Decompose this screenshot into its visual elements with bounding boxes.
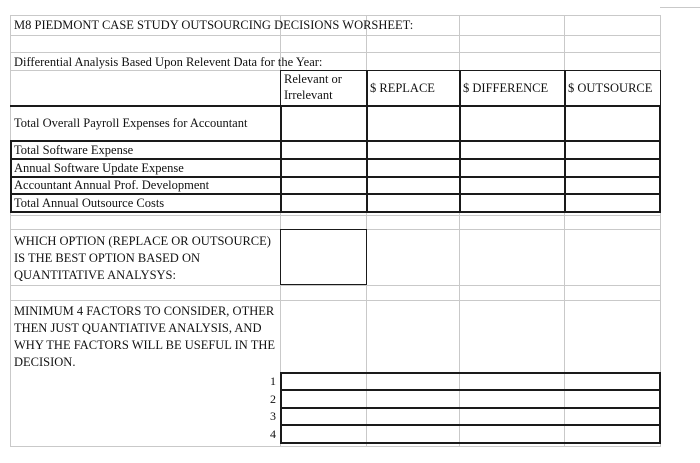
row-label: Total Software Expense <box>14 143 134 157</box>
option-answer-box[interactable] <box>280 229 367 285</box>
worksheet-title: M8 PIEDMONT CASE STUDY OUTSOURCING DECISIONS WORSHEET: <box>14 18 414 32</box>
worksheet-subtitle: Differential Analysis Based Upon Relevent Data for the Year: <box>14 55 323 69</box>
header-relevant: Relevant or Irrelevant <box>284 72 342 102</box>
grid-line <box>459 105 461 212</box>
grid-line <box>366 105 368 212</box>
factors-prompt: MINIMUM 4 FACTORS TO CONSIDER, OTHER THEN JUST QUANTIATIVE ANALYSIS, AND WHY THE FACTORS WILL BE USEFUL IN THE DECISION. <box>14 304 275 369</box>
row-label: Annual Software Update Expense <box>14 161 184 175</box>
grid-line <box>280 389 661 391</box>
row-label: Total Overall Payroll Expenses for Accountant <box>14 116 248 130</box>
header-outsource: $ OUTSOURCE <box>568 81 653 95</box>
grid-line <box>564 70 566 107</box>
factor-number: 1 <box>270 374 276 388</box>
factor-number: 3 <box>270 409 276 423</box>
grid-line <box>459 70 461 107</box>
grid-line <box>280 407 661 409</box>
grid-line <box>564 105 566 212</box>
grid-line <box>366 70 368 107</box>
grid-line <box>280 372 661 374</box>
factor-number: 2 <box>270 392 276 406</box>
header-replace: $ REPLACE <box>370 81 435 95</box>
grid-line <box>280 442 661 444</box>
header-difference: $ DIFFERENCE <box>463 81 549 95</box>
row-label: Accountant Annual Prof. Development <box>14 178 210 192</box>
grid-line <box>659 105 661 212</box>
grid-line <box>280 105 282 212</box>
grid-line <box>10 140 12 212</box>
row-label: Total Annual Outsource Costs <box>14 196 165 210</box>
grid-line <box>280 424 661 426</box>
factor-number: 4 <box>270 427 276 441</box>
option-question: WHICH OPTION (REPLACE OR OUTSOURCE) IS THE BEST OPTION BASED ON QUANTITATIVE ANALYSYS: <box>14 234 271 282</box>
grid-line <box>10 15 11 447</box>
grid-line <box>660 7 700 8</box>
